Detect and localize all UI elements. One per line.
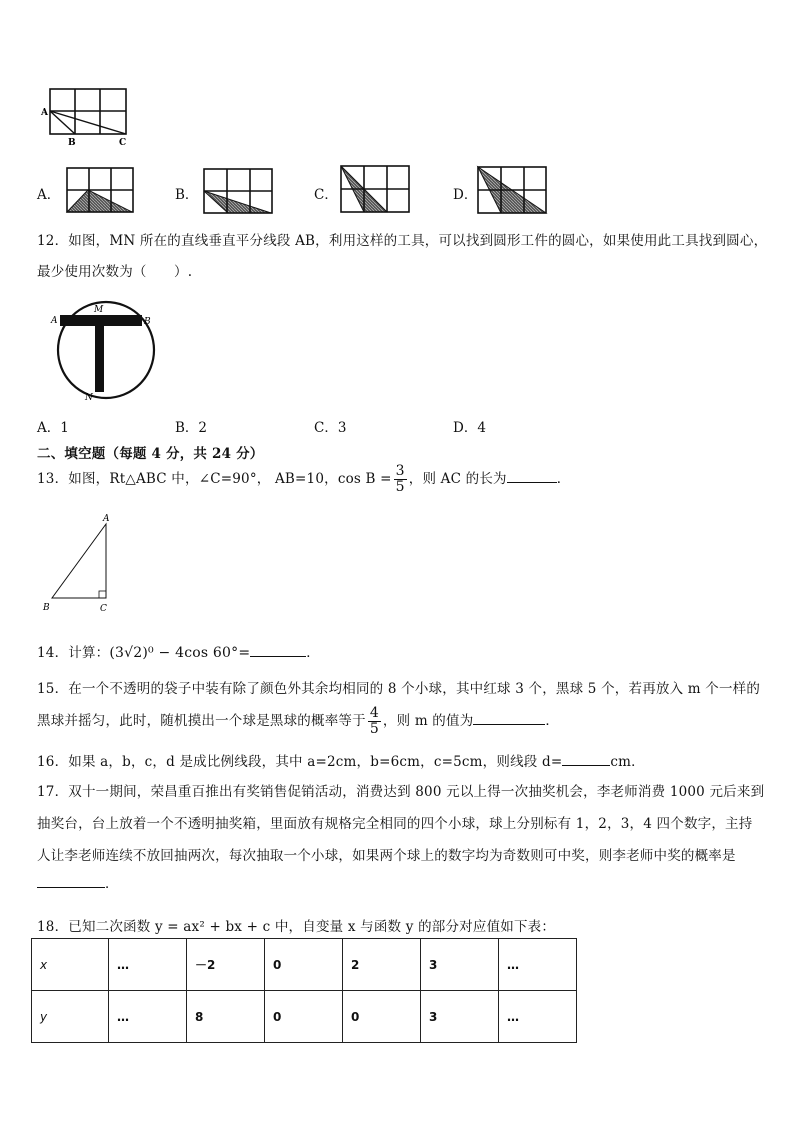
q11-option-b-figure	[201, 166, 275, 216]
table-cell: …	[499, 939, 577, 991]
table-cell: y	[32, 991, 109, 1043]
q17-stem-line2: 抽奖台，台上放着一个不透明抽奖箱，里面放有规格完全相同的四个小球，球上分别标有 1，2，3，4 四个数字，主持	[37, 816, 753, 832]
q18-stem: 18．已知二次函数 y = ax² + bx + c 中，自变量 x 与函数 y 的部分对应值如下表：	[37, 919, 556, 935]
q17-answer-line: ．	[37, 872, 119, 892]
q12-figure	[44, 294, 164, 406]
table-cell: 0	[265, 991, 343, 1043]
q14-stem: 14．计算：(3√2)⁰ − 4cos 60°= ．	[37, 645, 320, 661]
table-cell: 8	[187, 991, 265, 1043]
table-cell: x	[32, 939, 109, 991]
table-cell: 0	[343, 991, 421, 1043]
q17-answer-blank[interactable]	[37, 875, 105, 888]
svg-text:B: B	[144, 317, 151, 327]
table-cell: …	[499, 991, 577, 1043]
q16-stem: 16．如果 a，b，c，d 是成比例线段，其中 a=2cm，b=6cm，c=5cm，则线段 d= cm．	[37, 754, 645, 770]
q11-option-c-figure	[338, 163, 412, 215]
svg-text:A: A	[103, 514, 110, 524]
q11-option-b[interactable]: B．	[175, 187, 199, 203]
q17-stem-line1: 17．双十一期间，荣昌重百推出有奖销售促销活动，消费达到 800 元以上得一次抽奖机会，李老师消费 1000 元后来到	[37, 784, 765, 800]
svg-text:C: C	[119, 138, 127, 148]
q11-option-d-figure	[475, 164, 549, 216]
q13-answer-blank[interactable]	[507, 470, 557, 483]
q14-expression: (3√2)⁰ − 4cos 60°=	[109, 645, 251, 661]
q12-option-a[interactable]: A．1	[37, 420, 69, 436]
table-cell: 3	[421, 991, 499, 1043]
q13-fraction: $\frac{3}{5}$	[395, 463, 405, 495]
q12-option-b[interactable]: B．2	[175, 420, 208, 436]
q15-answer-blank[interactable]	[473, 712, 545, 725]
q11-option-c[interactable]: C．	[314, 187, 338, 203]
table-row-x	[32, 939, 577, 991]
q15-stem-line1: 15．在一个不透明的袋子中装有除了颜色外其余均相同的 8 个小球，其中红球 3 个，黑球 5 个，若再放入 m 个一样的	[37, 681, 761, 697]
table-cell: 0	[265, 939, 343, 991]
svg-text:M: M	[94, 305, 104, 315]
q12-option-c[interactable]: C．3	[314, 420, 347, 436]
q11-figure	[38, 86, 138, 148]
svg-text:B: B	[68, 138, 76, 148]
svg-text:N: N	[85, 393, 93, 403]
q15-stem-line2: 黑球并摇匀，此时，随机摸出一个球是黑球的概率等于 $\frac{4}{5}$ ，则 m 的值为 ．	[37, 705, 560, 737]
q18-value-table	[31, 938, 577, 1043]
section-heading: 二、填空题（每题 4 分，共 24 分）	[37, 446, 264, 462]
q14-answer-blank[interactable]	[250, 644, 306, 657]
table-cell: …	[109, 991, 187, 1043]
q11-option-d[interactable]: D．	[453, 187, 478, 203]
table-cell: …	[109, 939, 187, 991]
svg-text:B: B	[43, 603, 50, 613]
q12-stem-line1: 12．如图，MN 所在的直线垂直平分线段 AB，利用这样的工具，可以找到圆形工件的圆心，如果使用此工具找到圆心，	[37, 233, 768, 249]
q15-fraction: $\frac{4}{5}$	[369, 705, 379, 737]
svg-text:A: A	[41, 108, 48, 118]
table-cell: 3	[421, 939, 499, 991]
q12-option-d[interactable]: D．4	[453, 420, 486, 436]
table-row-y	[32, 991, 577, 1043]
q13-stem: 13．如图，Rt△ABC 中，∠C=90°， AB=10，cos B = $\frac{3}{5}$ ，则 AC 的长为 ．	[37, 463, 571, 495]
q17-stem-line3: 人让李老师连续不放回抽两次，每次抽取一个小球，如果两个球上的数字均为奇数则可中奖，则李老师中奖的概率是	[37, 848, 736, 864]
svg-text:C: C	[100, 604, 107, 614]
table-cell: －2	[187, 939, 265, 991]
q11-option-a[interactable]: A．	[37, 187, 61, 203]
q11-option-a-figure	[64, 165, 136, 215]
q12-stem-line2: 最少使用次数为（ ）.	[37, 264, 193, 280]
q16-answer-blank[interactable]	[562, 753, 610, 766]
svg-text:A: A	[51, 316, 58, 326]
table-cell: 2	[343, 939, 421, 991]
q13-figure	[40, 512, 120, 616]
